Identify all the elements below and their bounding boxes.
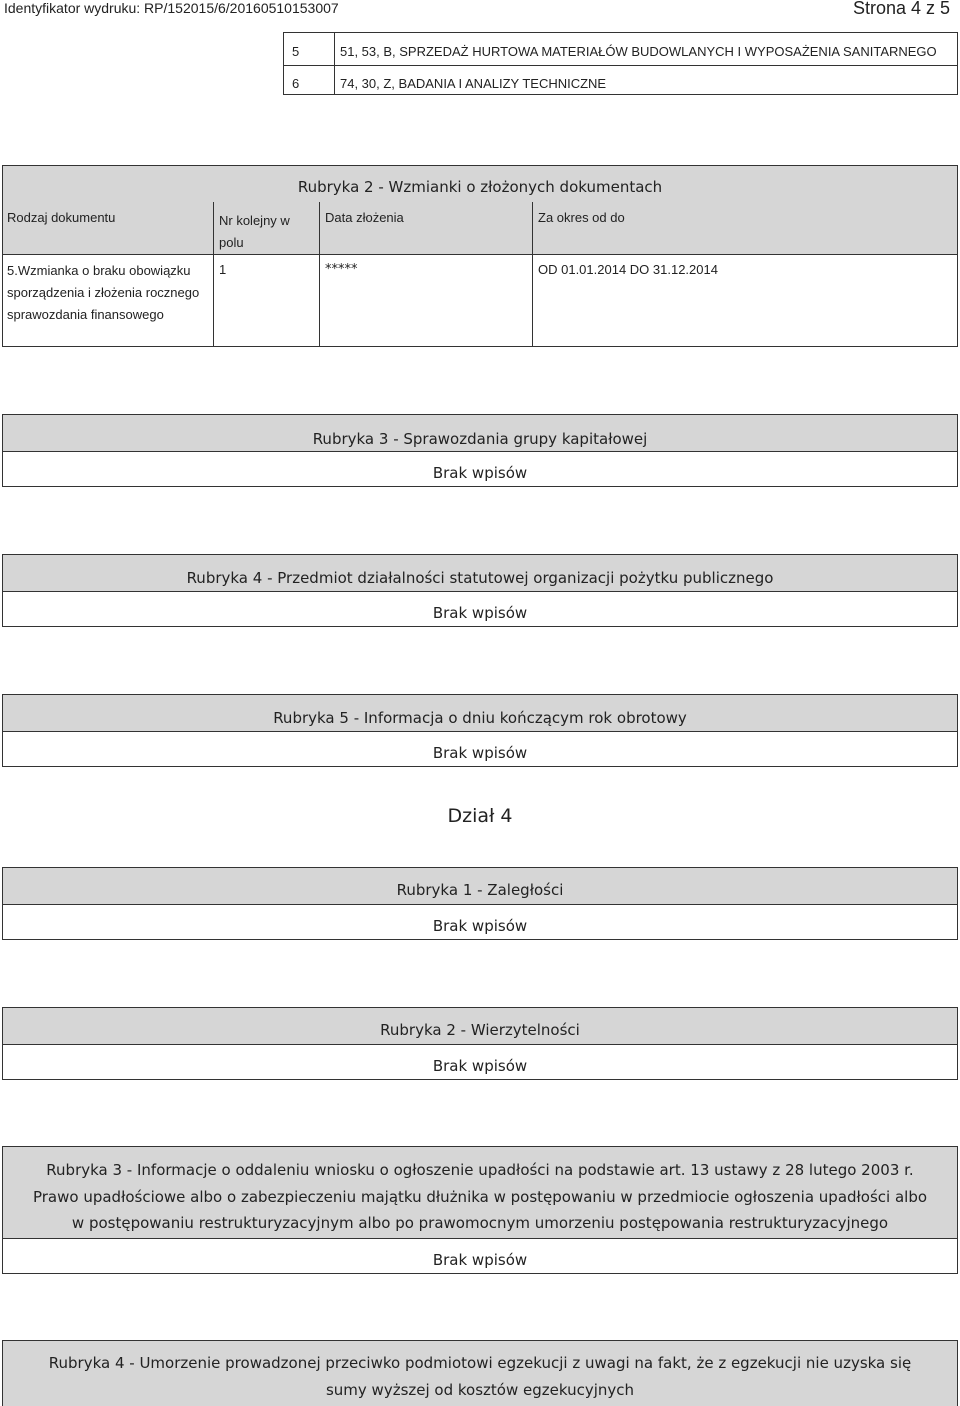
rubryka4-section (2, 554, 958, 627)
dzial4-rubryka2-value: Brak wpisów (432, 1057, 528, 1075)
dzial4-rubryka1-section (2, 867, 958, 940)
dzial4-rubryka3-title-line1: Rubryka 3 - Informacje o oddaleniu wniosku o ogłoszenie upadłości na podstawie art. 13 ustawy z 28 lutego 2003 r. (46, 1161, 914, 1179)
row-seq-no: 1 (219, 262, 227, 277)
pkd-row-num: 5 (292, 44, 300, 59)
dzial4-rubryka4-title-line2: sumy wyższej od kosztów egzekucyjnych (325, 1381, 635, 1399)
col-header-filing-date: Data złożenia (325, 210, 404, 225)
page-number: Strona 4 z 5 (852, 0, 950, 18)
dzial4-rubryka1-value: Brak wpisów (432, 917, 528, 935)
rubryka2-table (2, 165, 958, 347)
rubryka5-section (2, 694, 958, 767)
pkd-row-text: 74, 30, Z, BADANIA I ANALIZY TECHNICZNE (340, 76, 607, 91)
dzial4-rubryka2-title: Rubryka 2 - Wierzytelności (380, 1021, 580, 1039)
rubryka2-title: Rubryka 2 - Wzmianki o złożonych dokumentach (297, 178, 663, 196)
dzial4-rubryka2-section (2, 1007, 958, 1080)
dzial4-rubryka3-title-line2: Prawo upadłościowe albo o zabezpieczeniu majątku dłużnika w postępowaniu w przedmiocie ogłoszenia upadłości albo (32, 1188, 928, 1206)
rubryka4-title: Rubryka 4 - Przedmiot działalności statutowej organizacji pożytku publicznego (186, 569, 774, 587)
pkd-row-text: 51, 53, B, SPRZEDAŻ HURTOWA MATERIAŁÓW BUDOWLANYCH I WYPOSAŻENIA SANITARNEGO (340, 44, 937, 59)
row-filing-date: ***** (325, 262, 358, 277)
rubryka5-title: Rubryka 5 - Informacja o dniu kończącym rok obrotowy (273, 709, 687, 727)
print-identifier: Identyfikator wydruku: RP/152015/6/20160510153007 (4, 0, 339, 16)
dzial4-rubryka3-section (2, 1146, 958, 1274)
rubryka4-value: Brak wpisów (432, 604, 528, 622)
dzial4-rubryka4-section (2, 1340, 958, 1406)
dzial4-rubryka4-title-line1: Rubryka 4 - Umorzenie prowadzonej przeciwko podmiotowi egzekucji z uwagi na fakt, że z egzekucji nie uzyska się (48, 1354, 912, 1372)
rubryka5-value: Brak wpisów (432, 744, 528, 762)
row-period: OD 01.01.2014 DO 31.12.2014 (538, 262, 718, 277)
dzial4-rubryka3-value: Brak wpisów (432, 1251, 528, 1269)
pkd-table (283, 32, 958, 95)
col-header-seq-no: Nr kolejny w polu (219, 213, 290, 250)
pkd-row-num: 6 (292, 76, 300, 91)
dzial4-rubryka1-title: Rubryka 1 - Zaległości (396, 881, 564, 899)
col-header-doc-type: Rodzaj dokumentu (7, 210, 116, 225)
rubryka3-section (2, 414, 958, 487)
col-header-period: Za okres od do (538, 210, 625, 225)
rubryka3-value: Brak wpisów (432, 464, 528, 482)
row-doc-type: 5.Wzmianka o braku obowiązku sporządzenia i złożenia rocznego sprawozdania finansowego (7, 263, 200, 322)
dzial4-heading: Dział 4 (447, 805, 513, 827)
rubryka3-title: Rubryka 3 - Sprawozdania grupy kapitałowej (312, 430, 648, 448)
dzial4-rubryka3-title-line3: w postępowaniu restrukturyzacyjnym albo po prawomocnym umorzeniu postępowania restrukturyzacyjnego (71, 1214, 889, 1232)
